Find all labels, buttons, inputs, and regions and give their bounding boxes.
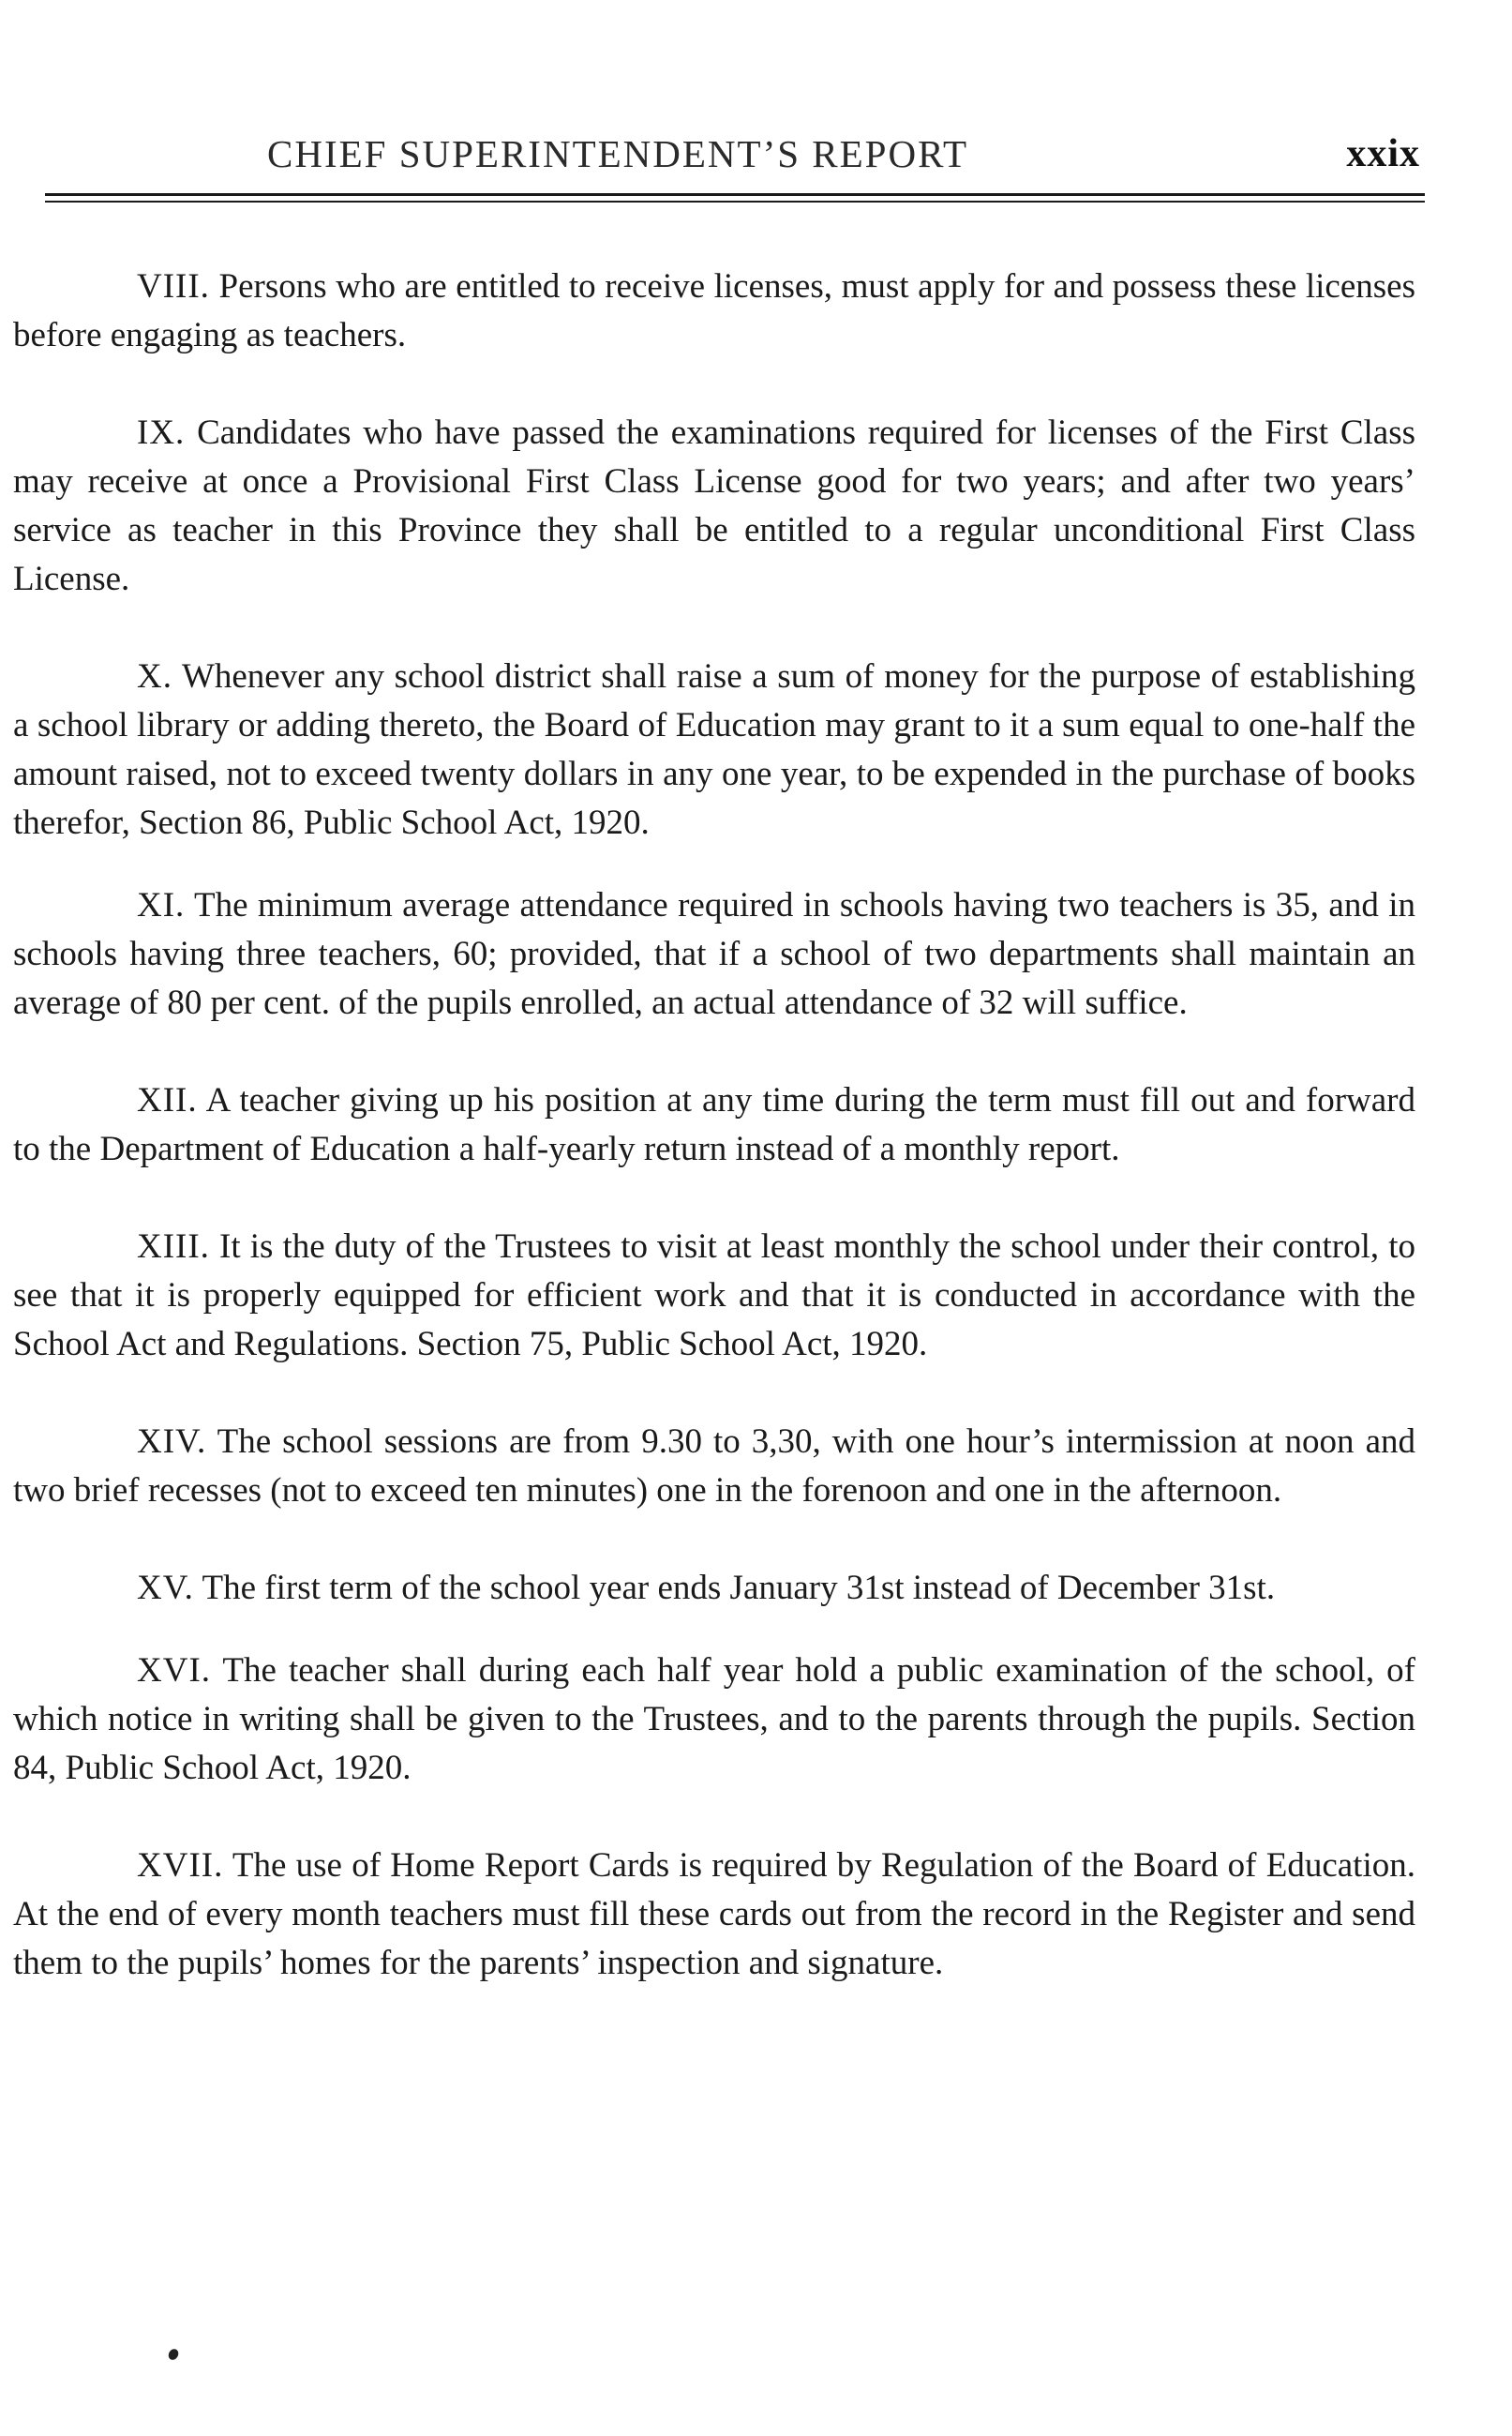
- header-title: CHIEF SUPERINTENDENT’S REPORT: [267, 132, 969, 175]
- paragraph-viii: [13, 263, 1415, 360]
- paragraph-number: XVI.: [137, 1651, 212, 1690]
- body-text: [13, 263, 1415, 2037]
- paragraph-number: XI.: [137, 886, 186, 925]
- paragraph-text: The first term of the school year ends January 31st instead of December 31st.: [202, 1569, 1276, 1607]
- paragraph-ix: [13, 409, 1415, 604]
- paragraph-text: Persons who are entitled to receive licenses, must apply for and possess these licenses before engaging as teachers.: [13, 267, 1415, 354]
- paragraph-xii: [13, 1076, 1415, 1174]
- paragraph-number: XV.: [137, 1569, 194, 1607]
- paragraph-number: IX.: [137, 414, 186, 452]
- running-header: [267, 131, 1420, 188]
- paragraph-xv: [13, 1564, 1415, 1613]
- header-rule-top: [45, 193, 1425, 196]
- paragraph-text: The use of Home Report Cards is required by Regulation of the Board of Education. At the end of every month teachers must fill these cards out from the record in the Register and send them to the pupils’ homes for the parents’ inspection and signature.: [13, 1846, 1415, 1982]
- paragraph-number: VIII.: [137, 267, 210, 306]
- paragraph-x: [13, 653, 1415, 848]
- paragraph-text: The minimum average attendance required in schools having two teachers is 35, and in schools having three teachers, 60; provided, that if a school of two departments shall maintain an average of 80 per cent. of the pupils enrolled, an actual attendance of 32 will suffice.: [13, 886, 1415, 1022]
- paragraph-number: XII.: [137, 1081, 198, 1120]
- paragraph-number: XIV.: [137, 1422, 207, 1461]
- paragraph-xvi: [13, 1647, 1415, 1793]
- paragraph-text: Whenever any school district shall raise a sum of money for the purpose of establishing a school library or adding thereto, the Board of Education may grant to it a sum equal to one-half the amount raised, not to exceed twenty dollars in any one year, to be expended in the purchase of books therefor, Section 86, Public School Act, 1920.: [13, 657, 1415, 842]
- paragraph-number: XIII.: [137, 1227, 210, 1266]
- paragraph-xiii: [13, 1223, 1415, 1369]
- paragraph-number: XVII.: [137, 1846, 224, 1885]
- paragraph-text: A teacher giving up his position at any time during the term must fill out and forward to the Department of Education a half-yearly return instead of a monthly report.: [13, 1081, 1415, 1168]
- ink-speck: [167, 2347, 181, 2361]
- paragraph-text: The school sessions are from 9.30 to 3,30, with one hour’s intermission at noon and two brief recesses (not to exceed ten minutes) one in the forenoon and one in the afternoon.: [13, 1422, 1415, 1510]
- header-rule-bottom: [45, 201, 1425, 203]
- paragraph-xiv: [13, 1418, 1415, 1515]
- paragraph-text: It is the duty of the Trustees to visit at least monthly the school under their control, to see that it is properly equipped for efficient work and that it is conducted in accordance with the School Act and Regulations. Section 75, Public School Act, 1920.: [13, 1227, 1415, 1363]
- paragraph-xi: [13, 881, 1415, 1028]
- paragraph-text: The teacher shall during each half year hold a public examination of the school, of which notice in writing shall be given to the Trustees, and to the parents through the pupils. Section 84, Public School Act, 1920.: [13, 1651, 1415, 1787]
- paragraph-number: X.: [137, 657, 172, 696]
- page-number: xxix: [1346, 132, 1420, 175]
- paragraph-text: Candidates who have passed the examinations required for licenses of the First Class may receive at once a Provisional First Class License good for two years; and after two years’ service as teacher in this Province they shall be entitled to a regular unconditional First Class License.: [13, 414, 1416, 598]
- paragraph-xvii: [13, 1842, 1415, 1988]
